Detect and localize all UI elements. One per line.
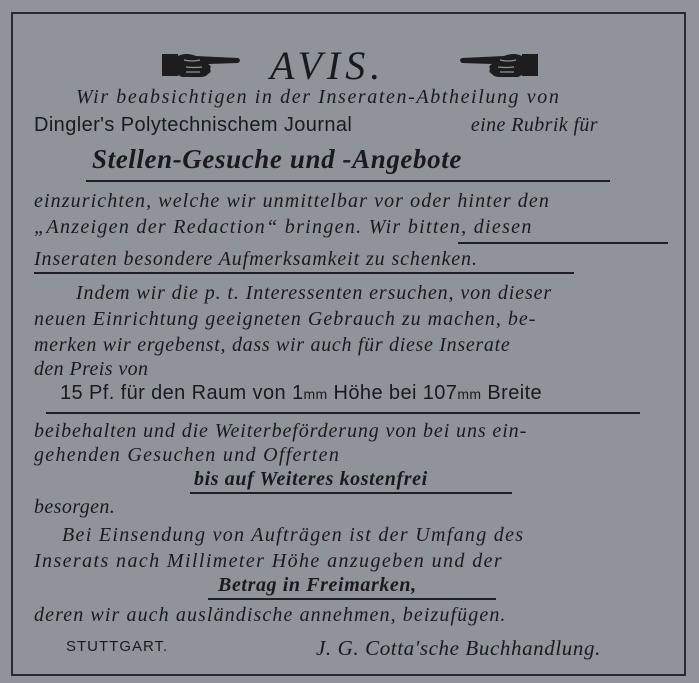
text-line-11: gehenden Gesuchen und Offerten <box>34 444 341 466</box>
price-unit-2: mm <box>457 386 482 402</box>
underline-request-2 <box>34 272 574 274</box>
text-line-12: besorgen. <box>34 496 116 518</box>
underline-request-1 <box>458 242 668 244</box>
free-of-charge-note: bis auf Weiteres kostenfrei <box>194 468 428 490</box>
amount-note: Betrag in Freimarken, <box>218 574 417 596</box>
page-title: AVIS. <box>270 43 386 88</box>
title-row <box>0 40 699 88</box>
text-line-2 <box>34 114 668 137</box>
text-line-5: Inseraten besondere Aufmerksamkeit zu schenken. <box>34 248 478 270</box>
price-text-a: 15 Pf. für den Raum von 1 <box>60 382 304 404</box>
text-line-13: Bei Einsendung von Aufträgen ist der Umfang des <box>62 524 525 546</box>
text-line-3: einzurichten, welche wir unmittelbar vor oder hinter den <box>34 190 550 212</box>
journal-name: Dingler's Polytechnischem Journal <box>34 114 353 136</box>
amount-underline <box>208 598 496 600</box>
price-text-c: Breite <box>481 382 543 404</box>
text-line-14: Inserats nach Millimeter Höhe anzugeben und der <box>34 550 504 572</box>
text-line-15: deren wir auch ausländische annehmen, beizufügen. <box>34 604 507 626</box>
text-line-7: neuen Einrichtung geeigneten Gebrauch zu machen, be- <box>34 308 537 330</box>
footer-publisher: J. G. Cotta'sche Buchhandlung. <box>316 636 601 660</box>
price-line <box>60 382 542 405</box>
price-underline <box>46 412 640 414</box>
text-line-6: Indem wir die p. t. Interessenten ersuchen, von dieser <box>76 282 553 304</box>
heading-underline <box>86 180 610 182</box>
text-line-8: merken wir ergebenst, dass wir auch für diese Inserate <box>34 334 511 356</box>
price-unit-1: mm <box>303 386 328 402</box>
text-line-4: „Anzeigen der Redaction“ bringen. Wir bitten, diesen <box>34 216 533 238</box>
price-text-b: Höhe bei 107 <box>327 382 458 404</box>
text-line-2-rest: eine Rubrik für <box>470 114 598 136</box>
free-of-charge-underline <box>190 492 512 494</box>
bottom-rule <box>34 674 668 676</box>
text-line-9: den Preis von <box>34 358 149 380</box>
pointing-hand-left-icon <box>458 50 538 80</box>
text-line-10: beibehalten und die Weiterbeförderung von bei uns ein- <box>34 420 528 442</box>
text-line-1: Wir beabsichtigen in der Inseraten-Abtheilung von <box>76 86 561 108</box>
section-heading: Stellen-Gesuche und -Angebote <box>92 144 462 174</box>
pointing-hand-right-icon <box>162 50 242 80</box>
footer-city: STUTTGART. <box>66 638 169 655</box>
